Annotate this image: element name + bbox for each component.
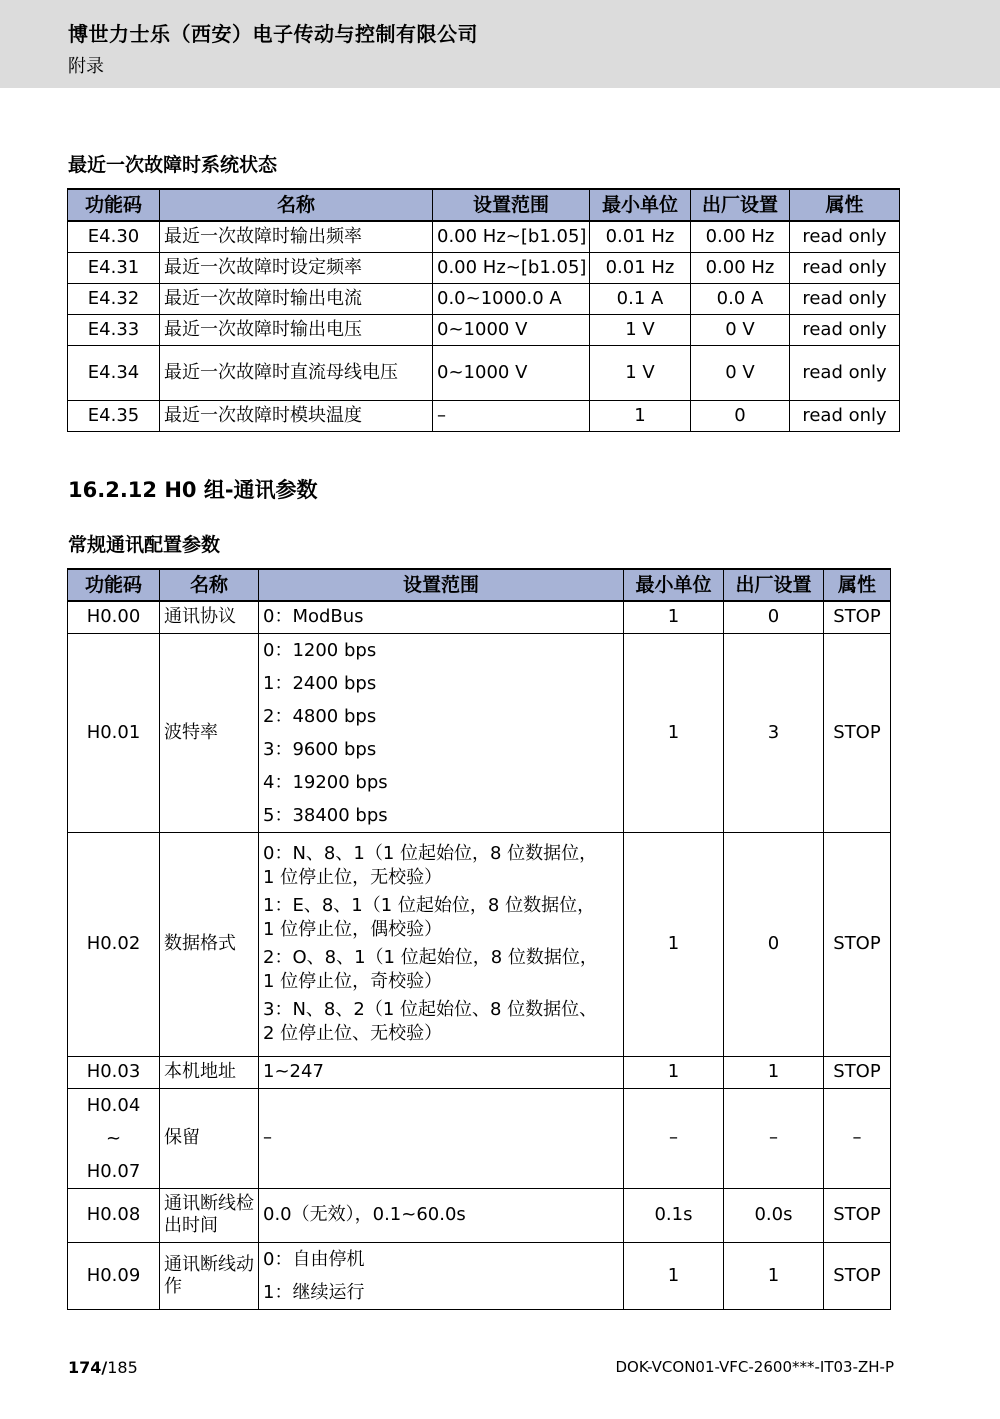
- param-attr: STOP: [824, 601, 891, 633]
- param-attr: STOP: [824, 1056, 891, 1088]
- param-unit: 0.1s: [624, 1188, 724, 1242]
- document-id: DOK-VCON01-VFC-2600***-IT03-ZH-P: [615, 1358, 894, 1376]
- param-code: H0.01: [68, 633, 160, 832]
- param-attr: read only: [790, 345, 900, 400]
- param-range: 0.0（无效），0.1~60.0s: [259, 1188, 624, 1242]
- param-name: 本机地址: [160, 1056, 259, 1088]
- param-unit: 1: [624, 832, 724, 1056]
- param-default: 0.00 Hz: [691, 221, 790, 252]
- section-title-comm-config: 常规通讯配置参数: [68, 534, 221, 556]
- range-option: 5：38400 bps: [263, 804, 388, 826]
- param-default: –: [724, 1088, 824, 1188]
- param-name: 通讯协议: [160, 601, 259, 633]
- table-row: [68, 283, 900, 314]
- param-default: 0.00 Hz: [691, 252, 790, 283]
- param-attr: –: [824, 1088, 891, 1188]
- section-title-fault-status: 最近一次故障时系统状态: [68, 154, 278, 176]
- param-name: 最近一次故障时输出电流: [160, 283, 433, 314]
- code-line: ~: [105, 1127, 122, 1149]
- param-default: 0 V: [691, 314, 790, 345]
- chapter-name: 附录: [68, 56, 104, 77]
- param-range: 0.00 Hz~[b1.05]: [433, 252, 590, 283]
- param-range: [259, 832, 624, 1056]
- param-default: 0.0s: [724, 1188, 824, 1242]
- range-option: 2：O、8、1（1 位起始位，8 位数据位，1 位停止位，奇校验）: [263, 947, 598, 992]
- param-range: –: [433, 400, 590, 431]
- param-code: E4.33: [68, 314, 160, 345]
- range-option: 2：4800 bps: [263, 705, 377, 727]
- range-option: 4：19200 bps: [263, 771, 388, 793]
- col-header: 最小单位: [624, 569, 724, 601]
- col-header: 功能码: [68, 569, 160, 601]
- param-attr: read only: [790, 283, 900, 314]
- param-code: E4.30: [68, 221, 160, 252]
- page-header: [0, 0, 1000, 88]
- range-option: 1：E、8、1（1 位起始位，8 位数据位，1 位停止位，偶校验）: [263, 895, 596, 940]
- range-option: 1：2400 bps: [263, 672, 377, 694]
- code-line: H0.04: [86, 1094, 141, 1116]
- table-row: [68, 1188, 891, 1242]
- code-line: H0.07: [86, 1160, 141, 1182]
- param-range: 0~1000 V: [433, 345, 590, 400]
- page-total: 185: [107, 1358, 138, 1377]
- param-unit: 1: [624, 1056, 724, 1088]
- page-current: 174/: [68, 1358, 108, 1377]
- range-option: 0：N、8、1（1 位起始位，8 位数据位，1 位停止位，无校验）: [263, 843, 598, 888]
- param-attr: read only: [790, 400, 900, 431]
- param-code: [68, 1088, 160, 1188]
- param-unit: 0.1 A: [590, 283, 691, 314]
- param-unit: 1: [624, 601, 724, 633]
- param-code: E4.34: [68, 345, 160, 400]
- col-header: 设置范围: [259, 569, 624, 601]
- param-attr: STOP: [824, 1188, 891, 1242]
- range-option: 0：自由停机: [263, 1248, 365, 1270]
- param-default: 0.0 A: [691, 283, 790, 314]
- table-row: [68, 221, 900, 252]
- param-range: –: [259, 1088, 624, 1188]
- comm-config-table: [67, 568, 891, 1310]
- param-default: 1: [724, 1242, 824, 1309]
- param-attr: read only: [790, 314, 900, 345]
- param-code: E4.32: [68, 283, 160, 314]
- param-attr: STOP: [824, 832, 891, 1056]
- table-row: [68, 1056, 891, 1088]
- col-header: 名称: [160, 189, 433, 221]
- param-range: 0.00 Hz~[b1.05]: [433, 221, 590, 252]
- range-option: 3：9600 bps: [263, 738, 377, 760]
- param-range: [259, 633, 624, 832]
- param-attr: read only: [790, 252, 900, 283]
- param-name: 波特率: [160, 633, 259, 832]
- param-range: 1~247: [259, 1056, 624, 1088]
- param-default: 0: [691, 400, 790, 431]
- page-number: [68, 1358, 138, 1377]
- param-name: 最近一次故障时直流母线电压: [160, 345, 433, 400]
- col-header: 属性: [790, 189, 900, 221]
- param-unit: 1 V: [590, 314, 691, 345]
- table-row: [68, 633, 891, 832]
- param-attr: STOP: [824, 1242, 891, 1309]
- col-header: 属性: [824, 569, 891, 601]
- range-option: 0：1200 bps: [263, 639, 377, 661]
- fault-status-table: [67, 188, 900, 432]
- param-name: 通讯断线检出时间: [160, 1188, 259, 1242]
- col-header: 出厂设置: [724, 569, 824, 601]
- param-range: 0：ModBus: [259, 601, 624, 633]
- param-range: [259, 1242, 624, 1309]
- param-code: E4.31: [68, 252, 160, 283]
- param-default: 0: [724, 832, 824, 1056]
- table-row: [68, 345, 900, 400]
- col-header: 名称: [160, 569, 259, 601]
- company-name: 博世力士乐（西安）电子传动与控制有限公司: [68, 22, 478, 46]
- param-unit: 1 V: [590, 345, 691, 400]
- table-row: [68, 1242, 891, 1309]
- param-unit: 1: [624, 1242, 724, 1309]
- range-option: 1：继续运行: [263, 1281, 365, 1303]
- param-name: 最近一次故障时设定频率: [160, 252, 433, 283]
- param-name: 最近一次故障时输出电压: [160, 314, 433, 345]
- param-name: 通讯断线动作: [160, 1242, 259, 1309]
- param-default: 0: [724, 601, 824, 633]
- table-row: [68, 314, 900, 345]
- table-header-row: [68, 569, 891, 601]
- table-row: [68, 601, 891, 633]
- table-row: [68, 832, 891, 1056]
- param-range: 0.0~1000.0 A: [433, 283, 590, 314]
- param-code: H0.03: [68, 1056, 160, 1088]
- table-row: [68, 252, 900, 283]
- param-range: 0~1000 V: [433, 314, 590, 345]
- param-unit: 0.01 Hz: [590, 252, 691, 283]
- param-unit: 1: [624, 633, 724, 832]
- param-code: H0.08: [68, 1188, 160, 1242]
- param-attr: STOP: [824, 633, 891, 832]
- param-default: 0 V: [691, 345, 790, 400]
- table-header-row: [68, 189, 900, 221]
- param-unit: 1: [590, 400, 691, 431]
- param-attr: read only: [790, 221, 900, 252]
- param-name: 最近一次故障时模块温度: [160, 400, 433, 431]
- param-code: H0.09: [68, 1242, 160, 1309]
- param-name: 数据格式: [160, 832, 259, 1056]
- col-header: 最小单位: [590, 189, 691, 221]
- param-unit: 0.01 Hz: [590, 221, 691, 252]
- param-unit: –: [624, 1088, 724, 1188]
- table-row: [68, 400, 900, 431]
- col-header: 功能码: [68, 189, 160, 221]
- table-row: [68, 1088, 891, 1188]
- range-option: 3：N、8、2（1 位起始位、8 位数据位、2 位停止位、无校验）: [263, 999, 598, 1044]
- param-default: 3: [724, 633, 824, 832]
- param-default: 1: [724, 1056, 824, 1088]
- param-code: H0.00: [68, 601, 160, 633]
- param-name: 保留: [160, 1088, 259, 1188]
- section-heading-h0: 16.2.12 H0 组-通讯参数: [68, 478, 318, 502]
- col-header: 出厂设置: [691, 189, 790, 221]
- param-name: 最近一次故障时输出频率: [160, 221, 433, 252]
- param-code: H0.02: [68, 832, 160, 1056]
- col-header: 设置范围: [433, 189, 590, 221]
- param-code: E4.35: [68, 400, 160, 431]
